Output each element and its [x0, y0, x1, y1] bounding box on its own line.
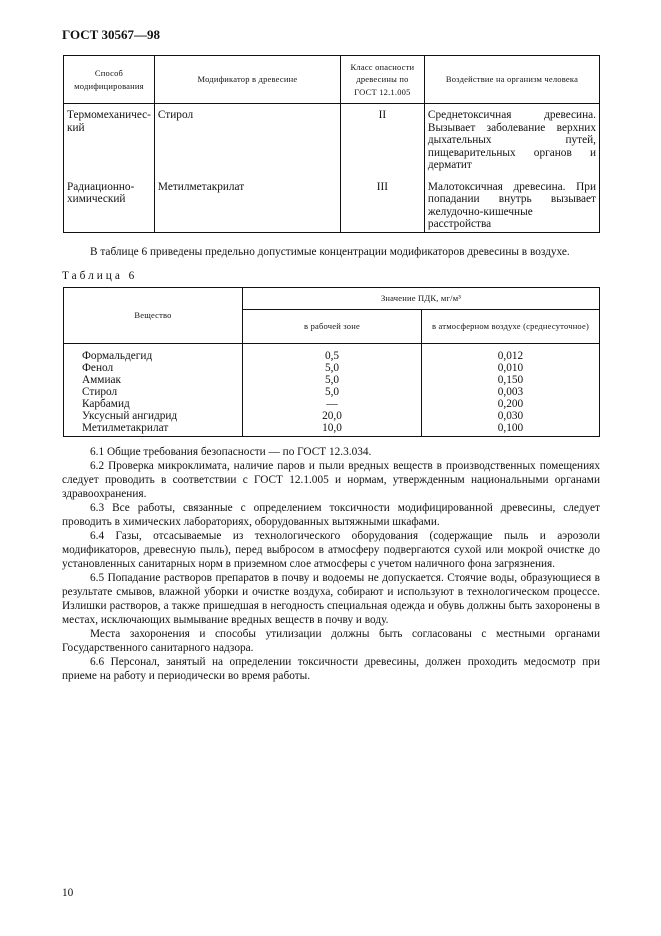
table-cell: Фенол [64, 362, 243, 374]
table-caption: Таблица 6 [62, 269, 138, 282]
table-row [64, 374, 600, 386]
table-cell: 0,012 [422, 343, 600, 362]
table-cell: Радиационно-химический [64, 180, 155, 233]
table-cell: 20,0 [243, 410, 422, 422]
table-cell: Аммиак [64, 374, 243, 386]
table-row [64, 180, 600, 233]
table-cell: — [243, 398, 422, 410]
document-header: ГОСТ 30567—98 [62, 27, 161, 42]
table-cell: 10,0 [243, 422, 422, 437]
column-header: в рабочей зоне [243, 309, 422, 343]
table-cell: Карбамид [64, 398, 243, 410]
table-cell: 0,030 [422, 410, 600, 422]
table-cell: 0,010 [422, 362, 600, 374]
table-cell: 0,003 [422, 386, 600, 398]
table-cell: 0,150 [422, 374, 600, 386]
table-row [64, 398, 600, 410]
table-row [64, 410, 600, 422]
safety-section [62, 445, 600, 683]
table-cell: Стирол [154, 104, 340, 180]
table-cell: 0,200 [422, 398, 600, 410]
table-row [64, 104, 600, 180]
table-cell: II [340, 104, 424, 180]
table-cell: Метилметакрилат [154, 180, 340, 233]
column-header: Модификатор в древесине [154, 56, 340, 104]
paragraph: Места захоронения и способы утилизации должны быть согласованы с местными органами Государственного санитарного надзора. [62, 627, 600, 654]
table-cell: 5,0 [243, 374, 422, 386]
column-header: Вещество [64, 287, 243, 343]
table-5 [63, 55, 600, 233]
table-cell: 5,0 [243, 362, 422, 374]
table-cell: Уксусный ангидрид [64, 410, 243, 422]
table-cell: 0,100 [422, 422, 600, 437]
table-row [64, 362, 600, 374]
intro-paragraph [62, 245, 600, 259]
column-header: в атмосферном воздухе (среднесуточное) [422, 309, 600, 343]
table-cell: 0,5 [243, 343, 422, 362]
table-cell: Формальдегид [64, 343, 243, 362]
column-header: Значение ПДК, мг/м³ [243, 287, 600, 309]
paragraph: 6.5 Попадание растворов препаратов в почву и водоемы не допускается. Стоячие воды, образующиеся в результате смывов, влажной уборки и очистке воздуха, собирают и используют в технологическом процессе. Излишки растворов, а также пришедшая в негодность специальная одежда и обувь должны быть захоронены в местах, исключающих вымывание вредных веществ в почву и воду. [62, 571, 600, 626]
column-header: Воздействие на организм человека [424, 56, 599, 104]
paragraph-text: В таблице 6 приведены предельно допустимые концентрации модификаторов древесины в воздухе. [90, 245, 570, 258]
paragraph: 6.1 Общие требования безопасности — по ГОСТ 12.3.034. [90, 445, 372, 458]
column-header: Способ модифицирования [64, 56, 155, 104]
table-cell: 5,0 [243, 386, 422, 398]
page-number: 10 [62, 887, 74, 899]
paragraph: 6.2 Проверка микроклимата, наличие паров и пыли вредных веществ в производственных помещениях следует проводить в соответствии с ГОСТ 12.1.005 и нормам, утвержденным национальными органами здравоохранения. [62, 459, 600, 500]
column-header: Класс опасности древесины по ГОСТ 12.1.005 [340, 56, 424, 104]
table-row [64, 422, 600, 437]
table-6 [63, 287, 600, 437]
table-cell: Малотоксичная древесина. При попадании внутрь вызывает желудочно-кишечные расстройства [424, 180, 599, 233]
table-cell: Среднетоксичная древесина. Вызывает заболевание верхних дыхательных путей, пищеварительных органов и дерматит [424, 104, 599, 180]
table-cell: Стирол [64, 386, 243, 398]
table-row [64, 386, 600, 398]
table-cell: Метилметакрилат [64, 422, 243, 437]
table-row [64, 343, 600, 362]
paragraph: 6.4 Газы, отсасываемые из технологического оборудования (содержащие пыль и аэрозоли модификаторов, древесную пыль), перед выбросом в атмосферу подвергаются сухой или мокрой очистке до установленных санитарных норм в приземном слое атмосферы с учетом наличного фона загрязнения. [62, 529, 600, 570]
table-cell: III [340, 180, 424, 233]
paragraph: 6.6 Персонал, занятый на определении токсичности древесины, должен проходить медосмотр при приеме на работу и периодически во время работы. [62, 655, 600, 682]
paragraph: 6.3 Все работы, связанные с определением токсичности модифицированной древесины, следует проводить в химических лабораториях, оборудованных вытяжными шкафами. [62, 501, 600, 528]
table-cell: Термомеханичес-кий [64, 104, 155, 180]
